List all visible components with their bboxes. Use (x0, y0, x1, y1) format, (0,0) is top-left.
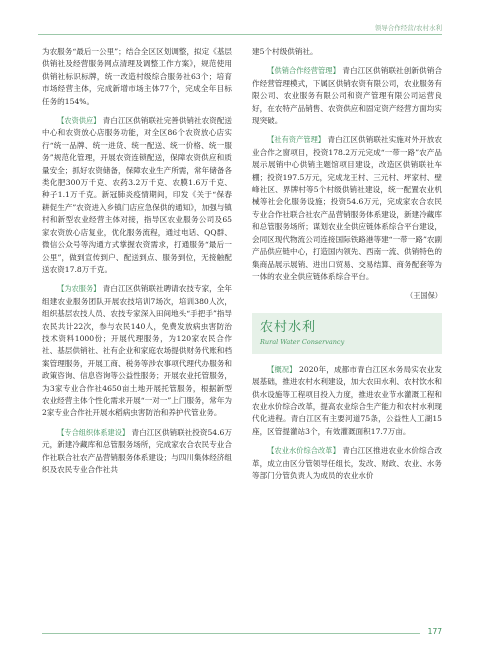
section-header (252, 313, 442, 354)
right-column (252, 46, 442, 489)
section-tag: 【供销合作经营管理】 (267, 66, 340, 76)
section-tag: 【概况】 (267, 364, 297, 374)
section-tag: 【为农服务】 (57, 284, 101, 294)
paragraph-agri-supply (42, 115, 232, 276)
paragraph-text: 2020年，成都市青白江区水务局实农业发展基础，推进农村水利建设，加大农田水利、农村饮水和供水设施等工程项目投入力度，推进农业节水灌溉工程和农业水价综合改革，提高农业综合生产能力和农村水利现代化进程。青白江区有主要河道75条，公益性人工湖15座，区管提灌站3个，有效灌溉面积17.7万亩。 (252, 364, 443, 436)
paragraph-coop-management (252, 65, 442, 127)
section-title: 农村水利 (260, 319, 317, 335)
section-tag: 【农资供应】 (57, 116, 101, 126)
paragraph-text: 青白江区供销联社完善供销社农资配送中心和农资放心店服务功能，对全区86个农资放心店实行“统一品牌、统一进货、统一配送、统一价格、统一服务”规范化管理，开展农资连锁配送，保障农资供应和质量安全；抓好农资储备，保障农业生产所需，常年储备各类化肥300万千克、农药3.2万千克、农膜1.6万千克、种子1.1万千克。新冠肺炎疫情期间，印发《关于“保春耕促生产”农资进入乡镇门店应急保供的通知》，加强与镇村和新型农业经营主体对接，指导区农业服务公司及65家农资放心店复业，优化服务流程，通过电话、QQ群、微信公众号等沟通方式掌握农资需求，打通服务“最后一公里”，做到宣传到户、配送到点、服务到位，无接触配送农资17.8万千克。 (42, 116, 232, 274)
paragraph-asset-management (252, 134, 442, 283)
paragraph-text: 青白江区推进农业水价综合改革，成立由区分管领导任组长，发改、财政、农业、水务等部门分管负责人为成员的农业水价 (252, 446, 442, 480)
section-tag: 【社有资产管理】 (267, 135, 326, 145)
paragraph-text: 青白江区供销联社创新供销合作经营管理模式，下属区供销农资有限公司，农业服务有限公司、农业服务有限公司和资产管理有限公司运营良好，在农特产品销售、农资供应和固定资产经营方面均实现突破。 (252, 66, 442, 126)
paragraph-text: 青白江区供销联社聘请农技专家，全年组建农业服务团队开展农技培训7场次，培训380人次，组织基层农技人员、农技专家深入田间地头“手把手”指导农民共计22次，参与农民140人，免费发放病虫害防治技术资料1000份；开展代理服务，为120家农民合作社、基层供销社、社有企业和家庭农场提供财务代账和档案管理服务，开展工商、税务等涉农事项代理代办服务和政策咨询、信息咨询等公益性服务；开展农业托管服务，为3家专业合作社4650亩土地开展托管服务，根据新型农业经营主体个性化需求开展“一对一”上门服务，常年为2家专业合作社开展水稻病虫害防治和养护代管业务。 (42, 284, 233, 418)
section-tag: 【专合组织体系建设】 (57, 427, 130, 437)
paragraph-coop-system (42, 427, 232, 477)
running-header: 领导合作经营/农村水利 (374, 24, 442, 32)
section-tag: 【农业水价综合改革】 (267, 446, 340, 456)
header-divider (38, 34, 442, 35)
footer-divider (42, 633, 420, 634)
paragraph-overview (252, 364, 442, 438)
section-subtitle: Rural Water Conservancy (260, 337, 345, 346)
author-credit: （王国保） (406, 291, 442, 301)
intro-paragraph: 为农服务“最后一公里”；结合全区区划调整，拟定《基层供销社及经营服务网点清理及调整工作方案》，规范使用供销社标识标牌，统一改造村级综合服务社63个；培育市场经营主体，完成新增市场主体77个，完成全年目标任务的154%。 (42, 47, 233, 106)
left-column (42, 46, 232, 483)
paragraph-text: 青白江区供销联社投资54.6万元，新建冷藏库和总管服务场所，完成家农合农民专业合作社联合社农产品营销服务体系建设；与四川集体经济组织及农民专业合作社共 (42, 427, 232, 474)
page-number: 177 (424, 627, 442, 636)
paragraph-water-price-reform (252, 445, 442, 482)
paragraph-farmer-service (42, 283, 232, 419)
continuation-paragraph: 建5个村级供销社。 (252, 47, 318, 56)
paragraph-text: 青白江区供销联社实施对外开放农业合作之窗项目，投资178.2万元完成“一带一路”农产品展示展销中心供销主题馆项目建设，改造区供销联社车棚；投资197.5万元，完成龙王村、三元村、坪家村、壁峰社区、界牌村等5个村级供销社建设，统一配置农业机械等社会化服务设施；投资54.6万元，完成家农合农民专业合作社联合社农产品营销服务体系建设，新建冷藏库和总管服务场所；谋划农业全供应链体系综合平台建设，会同区现代物流公司连接国际铁路港等建“一带一路”农副产品供应链中心，打造国内领先、西南一流、供销特色的集商品展示展销、进出口贸易、交易结算、商务配套等为一体的农业全供应链体系综合平台。 (252, 135, 443, 281)
